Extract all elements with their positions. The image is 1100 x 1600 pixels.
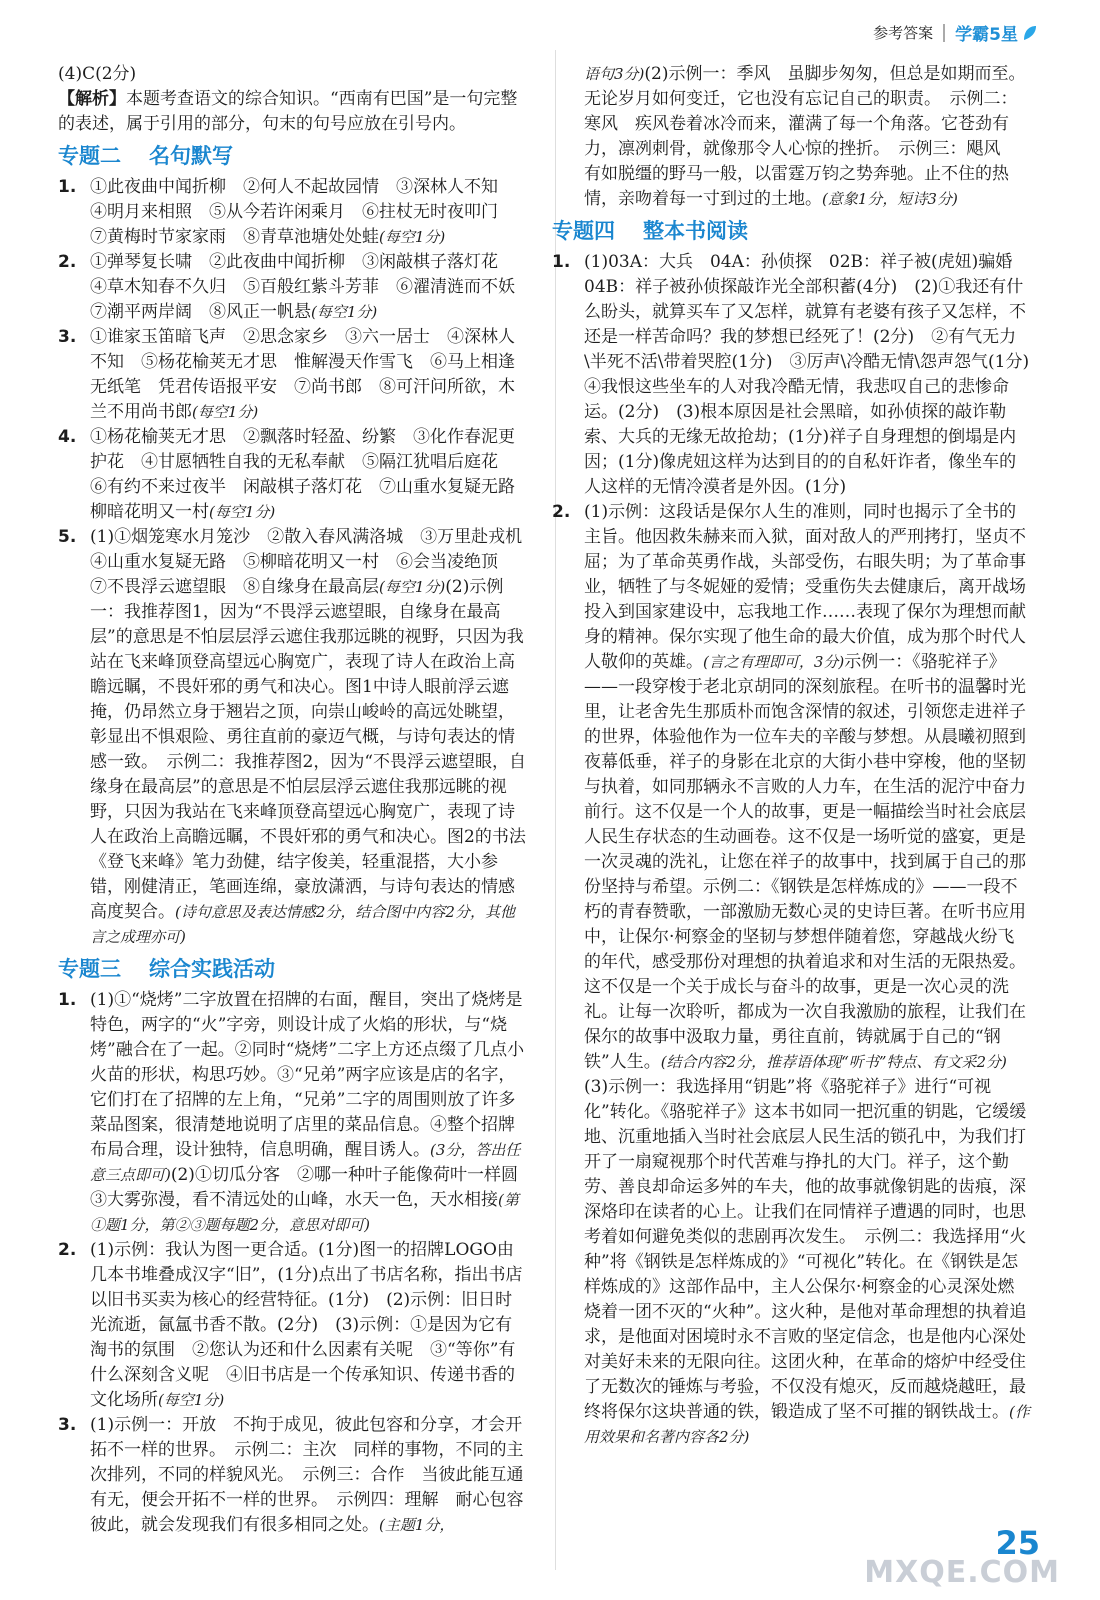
section-4-heading [552,216,1030,246]
q-number: 2. [58,1240,77,1260]
s3-q3-continued [552,62,1030,212]
q-text: (1)示例：这段话是保尔人生的准则，同时也揭示了全书的主旨。他因救朱赫来而入狱，面对敌人的严刑拷打，坚贞不屈；为了革命英勇作战，头部受伤，右眼失明；为了革命事业，牺牲了与冬妮娅的爱情；受重伤失去健康后，离开战场投入到国家建设中，忘我地工作……表现了保尔为理想而献身的精神。保尔实现了他生命的最大价值，成为那个时代人人敬仰的英雄。 [584,502,1026,672]
score-note: (每空1分) [192,403,259,421]
q-text: (1)①烟笼寒水月笼沙 ②散入春风满洛城 ③万里赴戎机 ④山重水复疑无路 ⑤柳暗花明又一村 ⑥会当凌绝顶 ⑦不畏浮云遮望眼 ⑧自缘身在最高层 [90,527,540,597]
q-text-3: (3)示例一：我选择用“钥匙”将《骆驼祥子》进行“可视化”转化。《骆驼祥子》这本书如同一把沉重的钥匙，它缓缓地、沉重地插入当时社会底层人民生活的锁孔中，为我们打开了一扇窥视那个时代苦难与挣扎的大门。祥子，这个勤劳、善良却命运多舛的车夫，他的故事就像钥匙的齿痕，深深烙印在读者的心上。让我们在同情祥子遭遇的同时，也思考着如何避免类似的悲剧再次发生。 示例二：我选择用“火种”将《钢铁是怎样炼成的》“可视化”转化。在《钢铁是怎样炼成的》这部作品中，主人公保尔·柯察金的心灵深处燃烧着一团不灭的“火种”。这火种，是他对革命理想的执着追求，是他面对困境时永不言败的坚定信念，也是他内心深处对美好未来的无限向往。这团火种，在革命的熔炉中经受住了无数次的锤炼与考验，不仅没有熄灭，反而越烧越旺，最终将保尔这块普通的铁，锻造成了坚不可摧的钢铁战士。 [584,1077,1027,1422]
q-number: 4. [58,427,77,447]
q-text: (1)示例：我认为图一更合适。(1分)图一的招牌LOGO由几本书堆叠成汉字“旧”，(1分)点出了书店名称，指出书店以旧书买卖为核心的经营特征。(1分) (2)示例：旧日时光流逝，氤氲书香不散。(2分) (3)示例：①是因为它有淘书的氛围 ②您认为还和什么因素有关呢 ③“等你”有什么深刻含义呢 ④旧书店是一个传承知识、传递书香的文化场所 [90,1240,523,1410]
score-note: 语句3分) [584,65,645,83]
header-bar [873,20,1038,45]
section-4-no: 专题四 [552,219,615,243]
score-note: (3分，答出任意三点即可) [90,1141,521,1184]
header-divider [943,24,945,42]
section-4-title: 整本书阅读 [643,219,748,243]
q-text-2: (2)①切瓜分客 ②哪一种叶子能像荷叶一样圆 ③大雾弥漫，看不清远处的山峰，水天一色，天水相接 [90,1165,535,1210]
section-3-no: 专题三 [58,957,121,981]
q-text: ①弹琴复长啸 ②此夜曲中闻折柳 ③闲敲棋子落灯花 ④草木知春不久归 ⑤百般红紫斗芳菲 ⑥濯清涟而不妖 ⑦潮平两岸阔 ⑧风正一帆悬 [90,252,532,322]
analysis-tag: 【解析】 [58,89,126,109]
score-note: (言之有理即可，3分) [703,653,845,671]
score-note-3: (作用效果和名著内容各2分) [584,1403,1030,1446]
q-number: 2. [552,502,571,522]
q-text: ①谁家玉笛暗飞声 ②思念家乡 ③六一居士 ④深林人不知 ⑤杨花榆荚无才思 惟解漫天作雪飞 ⑥马上相逢无纸笔 凭君传语报平安 ⑦尚书郎 ⑧可汗问所欲，木兰不用尚书郎 [90,327,515,422]
q-number: 5. [58,527,77,547]
section-3-heading [58,954,528,984]
brand-logo: 学霸5星 [955,25,1018,45]
reference-answer-label: 参考答案 [873,24,934,42]
s3-q1 [58,988,535,1238]
left-column [58,62,540,1538]
answer-4: (4)C(2分) [58,64,137,84]
section-2-title: 名句默写 [149,144,233,168]
leaf-icon [1022,24,1038,42]
q-text: (1)03A：大兵 04A：孙侦探 02B：祥子被(虎妞)骗婚 04B：祥子被孙侦探敲诈光全部积蓄(4分) (2)①我还有什么盼头，就算买车了又怎样，就算有老婆有孩子又怎样，不还是一样苦命吗？我的梦想已经死了！(2分) ②有气无力\半死不活\带着哭腔(1分) ③厉声\冷酷无情\怨声怨气(1分) ④我恨这些坐车的人对我冷酷无情，我悲叹自己的悲惨命运。(2分) (3)根本原因是社会黑暗，如孙侦探的敲诈勒索、大兵的无缘无故抢劫；(1分)祥子自身理想的倒塌是内因；(1分)像虎妞这样为达到目的的自私奸诈者，像坐车的人这样的无情冷漠者是外因。(1分) [584,252,1047,497]
s4-q2 [552,500,1030,1450]
score-note-2: (诗句意思及表达情感2分，结合图中内容2分，其他言之成理亦可) [90,903,515,946]
page-header [0,0,1100,58]
q-number: 3. [58,327,77,347]
q-number: 1. [552,252,571,272]
q-text-2: (2)示例一：我推荐图1，因为“不畏浮云遮望眼，自缘身在最高层”的意思是不怕层层浮云遮住我那远眺的视野，只因为我站在飞来峰顶登高望远心胸宽广，表现了诗人在政治上高瞻远瞩，不畏奸邪的勇气和决心。图1中诗人眼前浮云遮掩，仍昂然立身于翘岩之顶，向崇山峻岭的高远处眺望，彰显出不惧艰险、勇往直前的豪迈气概，与诗句表达的情感一致。 示例二：我推荐图2，因为“不畏浮云遮望眼，自缘身在最高层”的意思是不怕层层浮云遮住我那远眺的视野，只因为我站在飞来峰顶登高望远心胸宽广，表现了诗人在政治上高瞻远瞩，不畏奸邪的勇气和决心。图2的书法《登飞来峰》笔力劲健，结字俊美，轻重混搭，大小参错，刚健清正，笔画连绵，豪放潇洒，与诗句表达的情感高度契合。 [90,577,527,922]
score-note: (主题1分， [379,1516,455,1534]
score-note: (每空1分) [379,578,446,596]
score-note-2: (第①题1分，第②③题每题2分，意思对即可) [90,1191,519,1234]
q-number: 3. [58,1415,77,1435]
q-text: (1)①“烧烤”二字放置在招牌的右面，醒目，突出了烧烤是特色，两字的“火”字旁，则设计成了火焰的形状，与“烧烤”融合在了一起。②同时“烧烤”二字上方还点缀了几点小火苗的形状，构思巧妙。③“兄弟”两字应该是店的名字，它们打在了招牌的左上角，“兄弟”二字的周围则放了许多菜品图案，很清楚地说明了店里的菜品信息。④整个招牌布局合理，设计独特，信息明确，醒目诱人。 [90,990,525,1160]
q-number: 1. [58,990,77,1010]
s2-q3 [58,325,528,425]
section-2-no: 专题二 [58,144,121,168]
score-note: (每空1分) [379,228,446,246]
analysis [58,87,528,137]
analysis-text: 本题考查语文的综合知识。“西南有巴国”是一句完整的表述，属于引用的部分，句末的句号应放在引号内。 [58,89,518,134]
q-text: ①杨花榆荚无才思 ②飘落时轻盈、纷繁 ③化作春泥更护花 ④甘愿牺牲自我的无私奉献 ⑤隔江犹唱后庭花 ⑥有约不来过夜半 闲敲棋子落灯花 ⑦山重水复疑无路 柳暗花明又一村 [90,427,532,522]
q-number: 2. [58,252,77,272]
s2-q2 [58,250,532,325]
s4-q1 [552,250,1047,500]
s2-q4 [58,425,532,525]
right-column [552,62,1047,1450]
s2-q5 [58,525,540,950]
q-text: (2)示例一：季风 虽脚步匆匆，但总是如期而至。无论岁月如何变迁，它也没有忘记自己的职责。 示例二：寒风 疾风卷着冰冷而来，灌满了每一个角落。它苍劲有力，凛冽刺骨，就像那令人心惊的挫折。 示例三：飓风 有如脱缰的野马一般，以雷霆万钧之势奔驰。止不住的热情，亲吻着每一寸到过的土地。 [584,64,1026,209]
s3-q3 [58,1413,528,1538]
q-number: 1. [58,177,77,197]
s2-q1 [58,175,528,250]
section-2-heading [58,141,528,171]
score-note-2: (意象1分，短诗3分) [822,190,958,208]
s3-q2 [58,1238,528,1413]
page-number: 25 [995,1524,1040,1562]
score-note-2: (结合内容2分，推荐语体现“听书”特点、有文采2分) [660,1053,1007,1071]
watermark: MXQE.COM [864,1555,1060,1590]
section-3-title: 综合实践活动 [149,957,275,981]
score-note: (每空1分) [209,503,276,521]
q-text: ①此夜曲中闻折柳 ②何人不起故园情 ③深林人不知 ④明月来相照 ⑤从今若许闲乘月 ⑥拄杖无时夜叩门 ⑦黄梅时节家家雨 ⑧青草池塘处处蛙 [90,177,515,247]
score-note: (每空1分) [311,303,378,321]
score-note: (每空1分) [158,1391,225,1409]
example-2: 示例二：《钢铁是怎样炼成的》——一段不朽的青春赞歌，一部激励无数心灵的史诗巨著。在听书应用中，让保尔·柯察金的坚韧与梦想伴随着您，穿越战火纷飞的年代，感受那份对理想的执着追求和对生活的无限热爱。这不仅是一个关于成长与奋斗的故事，更是一次心灵的洗礼。让每一次聆听，都成为一次自我激励的旅程，让我们在保尔的故事中汲取力量，勇往直前，铸就属于自己的“钢铁”人生。 [584,877,1026,1072]
example-1: 示例一：《骆驼祥子》——一段穿梭于老北京胡同的深刻旅程。在听书的温馨时光里，让老舍先生那质朴而饱含深情的叙述，引领您走进祥子的世界，体验他作为一位车夫的辛酸与梦想。从晨曦初照到夜幕低垂，祥子的身影在北京的大街小巷中穿梭，他的坚韧与执着，如同那辆永不言败的人力车，在生活的泥泞中奋力前行。这不仅是一个人的故事，更是一幅描绘当时社会底层人民生存状态的生动画卷。这不仅是一场听觉的盛宴，更是一次灵魂的洗礼，让您在祥子的故事中，找到属于自己的那份坚持与希望。 [584,652,1026,897]
q-text: (1)示例一：开放 不拘于成见，彼此包容和分享，才会开拓不一样的世界。 示例二：主次 同样的事物，不同的主次排列，不同的样貌风光。 示例三：合作 当彼此能互通有无，便会开拓不一样的世界。 示例四：理解 耐心包容彼此，就会发现我们有很多相同之处。 [90,1415,524,1535]
